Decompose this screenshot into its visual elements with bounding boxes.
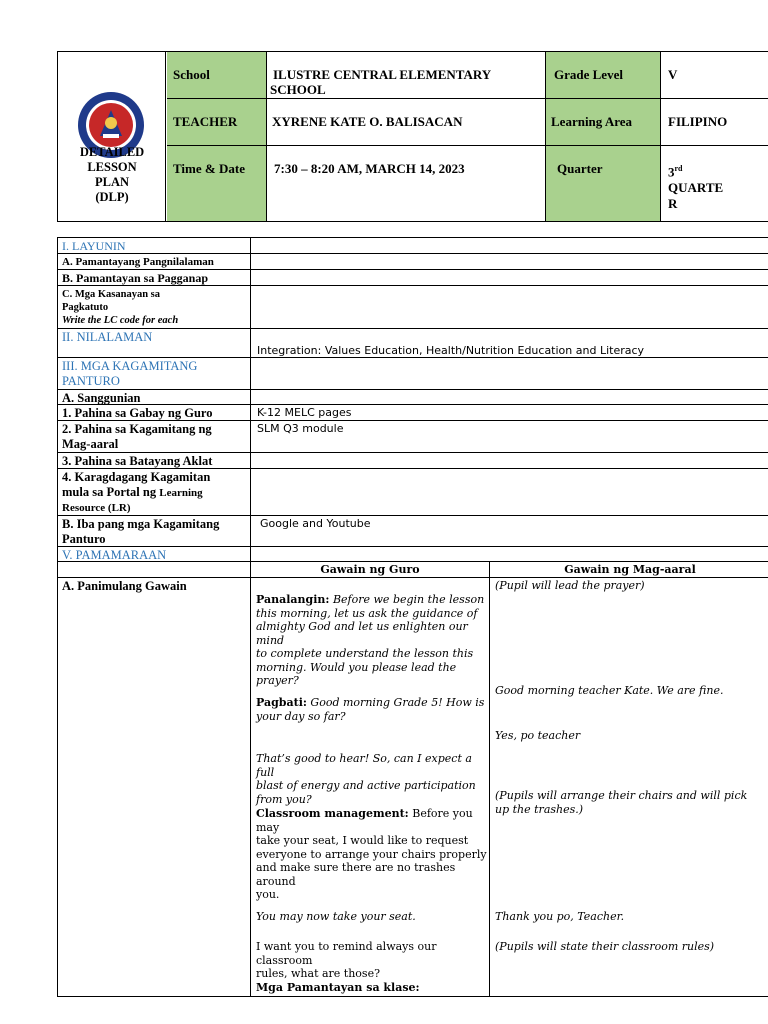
rules-response xyxy=(495,940,767,954)
classroom-text: and make sure there are no trashes around xyxy=(256,861,456,888)
remind-text: I want you to remind always our classroom xyxy=(256,940,437,967)
row-panimula xyxy=(58,578,768,996)
magaaral-value: SLM Q3 module xyxy=(257,422,344,435)
row-layunin xyxy=(58,238,768,254)
arrange-text: (Pupils will arrange their chairs and will pick xyxy=(495,789,748,802)
pamantayan-line xyxy=(256,981,488,995)
magaaral-label xyxy=(58,421,250,453)
pagbati-text: your day so far? xyxy=(256,709,346,723)
thanks-text: Thank you po, Teacher. xyxy=(495,910,625,923)
time-value: 7:30 – 8:20 AM, MARCH 14, 2023 xyxy=(274,161,465,176)
remind-text: rules, what are those? xyxy=(256,967,380,980)
panalangin-text: prayer? xyxy=(256,674,299,687)
row-sanggunian xyxy=(58,390,768,405)
iba-label xyxy=(58,516,250,548)
prayer-response xyxy=(495,579,767,593)
kasanayan-line: Pagkatuto xyxy=(62,302,109,313)
portal-line-suffix: Learning xyxy=(159,487,203,499)
classroom-block xyxy=(256,807,488,902)
school-value-line: SCHOOL xyxy=(270,82,326,97)
section-pamamaraan: V. PAMAMARAAN xyxy=(62,548,167,562)
row-magaaral xyxy=(58,421,768,453)
gabay-label: 1. Pahina sa Gabay ng Guro xyxy=(62,406,213,420)
kasanayan-line: C. Mga Kasanayan sa xyxy=(62,289,161,300)
seat-text: You may now take your seat. xyxy=(256,910,416,923)
row-kagamitang xyxy=(58,358,768,390)
arrange-response xyxy=(495,789,767,816)
thanks-response xyxy=(495,910,767,924)
panalangin-block xyxy=(256,593,488,688)
remind-block xyxy=(256,940,488,981)
grade-value: V xyxy=(668,67,678,82)
row-pagganap xyxy=(58,270,768,286)
gabay-value: K-12 MELC pages xyxy=(257,406,352,419)
quarter-word: R xyxy=(668,196,678,212)
row-activity-head xyxy=(58,562,768,578)
area-value: FILIPINO xyxy=(668,114,728,129)
panimula-label: A. Panimulang Gawain xyxy=(62,579,187,593)
quarter-sup: rd xyxy=(674,164,683,173)
portal-line: mula sa Portal ng xyxy=(62,485,157,499)
quarter-label: Quarter xyxy=(557,161,603,176)
row-portal xyxy=(58,469,768,516)
seat-line xyxy=(256,910,488,924)
iba-line: Panturo xyxy=(62,532,106,546)
dlp-title-line: DETAILED xyxy=(79,145,145,159)
row-pamantayang xyxy=(58,254,768,270)
rules-text: (Pupils will state their classroom rules) xyxy=(495,940,715,953)
yes-text: Yes, po teacher xyxy=(495,729,581,742)
pagbati-label: Pagbati: xyxy=(256,696,307,709)
section-kagamitang xyxy=(58,358,250,390)
dlp-title-line: PLAN xyxy=(94,175,130,189)
magaaral-column-head: Gawain ng Mag-aaral xyxy=(564,563,696,576)
kagamitang-line: III. MGA KAGAMITANG xyxy=(62,359,198,373)
pamantayan-text: Mga Pamantayan sa klase: xyxy=(256,981,420,994)
school-value-line: ILUSTRE CENTRAL ELEMENTARY xyxy=(273,67,492,82)
integration-value: Integration: Values Education, Health/Nutrition Education and Literacy xyxy=(257,344,645,357)
guro-column-head: Gawain ng Guro xyxy=(320,563,420,576)
greet-response xyxy=(495,684,767,698)
panalangin-text: morning. Would you please lead the xyxy=(256,660,457,674)
row-aklat xyxy=(58,453,768,469)
pagganap-label: B. Pamantayan sa Pagganap xyxy=(62,271,209,285)
sanggunian-label: A. Sanggunian xyxy=(62,391,141,405)
portal-line: 4. Karagdagang Kagamitan xyxy=(62,470,211,484)
magaaral-line: Mag-aaral xyxy=(62,437,119,451)
row-pamamaraan xyxy=(58,547,768,562)
teacher-value: XYRENE KATE O. BALISACAN xyxy=(272,114,463,129)
grade-label: Grade Level xyxy=(554,67,623,82)
magaaral-line: 2. Pahina sa Kagamitang ng xyxy=(62,422,212,436)
time-label: Time & Date xyxy=(173,161,245,176)
pagbati-text: Good morning Grade 5! How is xyxy=(306,696,485,709)
classroom-text: everyone to arrange your chairs properly xyxy=(256,847,487,861)
panalangin-text: this morning, let us ask the guidance of xyxy=(256,606,478,620)
section-layunin: I. LAYUNIN xyxy=(62,239,126,253)
energy-text: blast of energy and active participation xyxy=(256,779,476,792)
iba-line: B. Iba pang mga Kagamitang xyxy=(62,517,220,531)
portal-line: Resource (LR) xyxy=(62,502,131,514)
classroom-text: take your seat, I would like to request xyxy=(256,834,469,847)
lesson-table xyxy=(57,237,768,997)
quarter-value xyxy=(662,155,729,218)
quarter-word: QUARTE xyxy=(668,180,724,196)
dlp-title-line: (DLP) xyxy=(95,190,129,204)
pamantayang-label: A. Pamantayang Pangnilalaman xyxy=(62,256,214,268)
row-kasanayan xyxy=(58,286,768,329)
row-iba xyxy=(58,516,768,547)
classroom-text: you. xyxy=(256,888,280,901)
header-logo-cell xyxy=(58,52,166,221)
kasanayan-label xyxy=(58,286,250,328)
school-label: School xyxy=(173,67,210,82)
energy-block xyxy=(256,752,488,806)
energy-text: from you? xyxy=(256,792,312,806)
classroom-label: Classroom management: xyxy=(256,807,409,820)
portal-label xyxy=(58,469,250,517)
panalangin-text: Before we begin the lesson xyxy=(329,593,485,606)
teacher-label: TEACHER xyxy=(173,114,238,129)
area-label: Learning Area xyxy=(551,114,633,129)
panalangin-text: to complete understand the lesson this xyxy=(256,647,474,660)
school-value xyxy=(267,61,497,103)
kagamitang-line: PANTURO xyxy=(62,374,120,388)
row-gabay xyxy=(58,405,768,421)
quarter-num: 3 xyxy=(668,164,675,180)
pagbati-block xyxy=(256,696,488,723)
header-table xyxy=(57,51,768,222)
row-nilalaman xyxy=(58,329,768,358)
greet-text: Good morning teacher Kate. We are fine. xyxy=(495,684,724,697)
arrange-text: up the trashes.) xyxy=(495,802,584,816)
lc-code-note: Write the LC code for each xyxy=(62,315,179,326)
dlp-title xyxy=(58,145,166,205)
panalangin-text: almighty God and let us enlighten our mind xyxy=(256,620,468,647)
iba-value: Google and Youtube xyxy=(260,517,371,530)
aklat-label: 3. Pahina sa Batayang Aklat xyxy=(62,454,213,468)
prayer-text: (Pupil will lead the prayer) xyxy=(495,579,645,592)
section-nilalaman: II. NILALAMAN xyxy=(62,330,153,344)
yes-response xyxy=(495,729,767,743)
energy-text: That’s good to hear! So, can I expect a full xyxy=(256,752,472,779)
dlp-title-line: LESSON xyxy=(87,160,137,174)
classroom-text: Before you may xyxy=(256,807,473,834)
panalangin-label: Panalangin: xyxy=(256,593,330,606)
